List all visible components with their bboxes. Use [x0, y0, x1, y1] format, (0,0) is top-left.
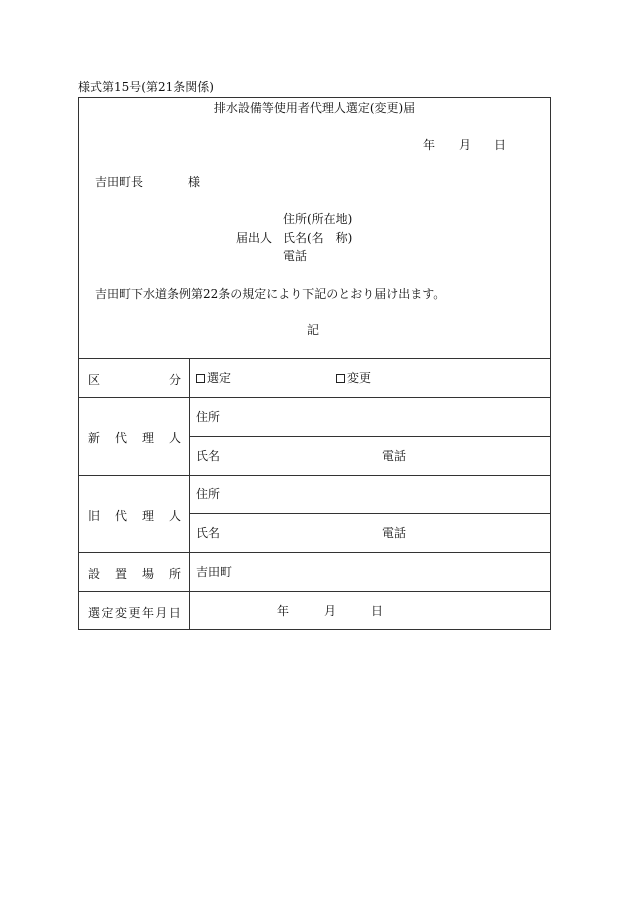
old-agent-address-label: 住所 [196, 487, 221, 501]
applicant-name-label: 氏名(名 称) [283, 231, 353, 245]
row-rule-3 [78, 475, 551, 476]
declaration-statement: 吉田町下水道条例第22条の規定により下記のとおり届け出ます。 [95, 287, 446, 301]
addressee-name: 吉田町長 [95, 175, 144, 189]
form-number: 様式第15号(第21条関係) [78, 80, 214, 94]
row-rule-6 [78, 591, 551, 592]
location-label: 設 置 場 所 [88, 567, 181, 581]
addressee-honorific: 様 [188, 175, 201, 189]
option-select[interactable]: 選定 [196, 371, 231, 385]
row-rule-4 [189, 513, 551, 514]
date-day-label: 日 [494, 138, 507, 152]
new-agent-address-label: 住所 [196, 410, 221, 424]
form-title: 排水設備等使用者代理人選定(変更)届 [213, 101, 416, 115]
new-agent-label: 新 代 理 人 [88, 431, 181, 445]
table-top-rule [78, 358, 551, 359]
row-rule-5 [78, 552, 551, 553]
date-year-label: 年 [423, 138, 436, 152]
old-agent-label: 旧 代 理 人 [88, 509, 181, 523]
location-value: 吉田町 [196, 565, 233, 579]
checkbox-change[interactable] [336, 374, 345, 383]
old-agent-phone-label: 電話 [382, 526, 407, 540]
change-date-month-label: 月 [324, 604, 337, 618]
date-month-label: 月 [459, 138, 472, 152]
old-agent-name-label: 氏名 [196, 526, 221, 540]
new-agent-name-label: 氏名 [196, 449, 221, 463]
division-label: 区 分 [88, 373, 181, 387]
applicant-role-label: 届出人 [236, 231, 273, 245]
column-divider [189, 358, 190, 630]
row-rule-1 [78, 397, 551, 398]
applicant-address-label: 住所(所在地) [283, 212, 353, 226]
new-agent-phone-label: 電話 [382, 449, 407, 463]
change-date-label: 選 定 変 更 年 月 日 [88, 606, 181, 620]
change-date-year-label: 年 [277, 604, 290, 618]
change-date-day-label: 日 [371, 604, 384, 618]
ki-mark: 記 [307, 323, 320, 337]
option-change[interactable]: 変更 [336, 371, 371, 385]
row-rule-2 [189, 436, 551, 437]
form-frame [78, 97, 551, 630]
checkbox-select[interactable] [196, 374, 205, 383]
applicant-phone-label: 電話 [283, 249, 308, 263]
